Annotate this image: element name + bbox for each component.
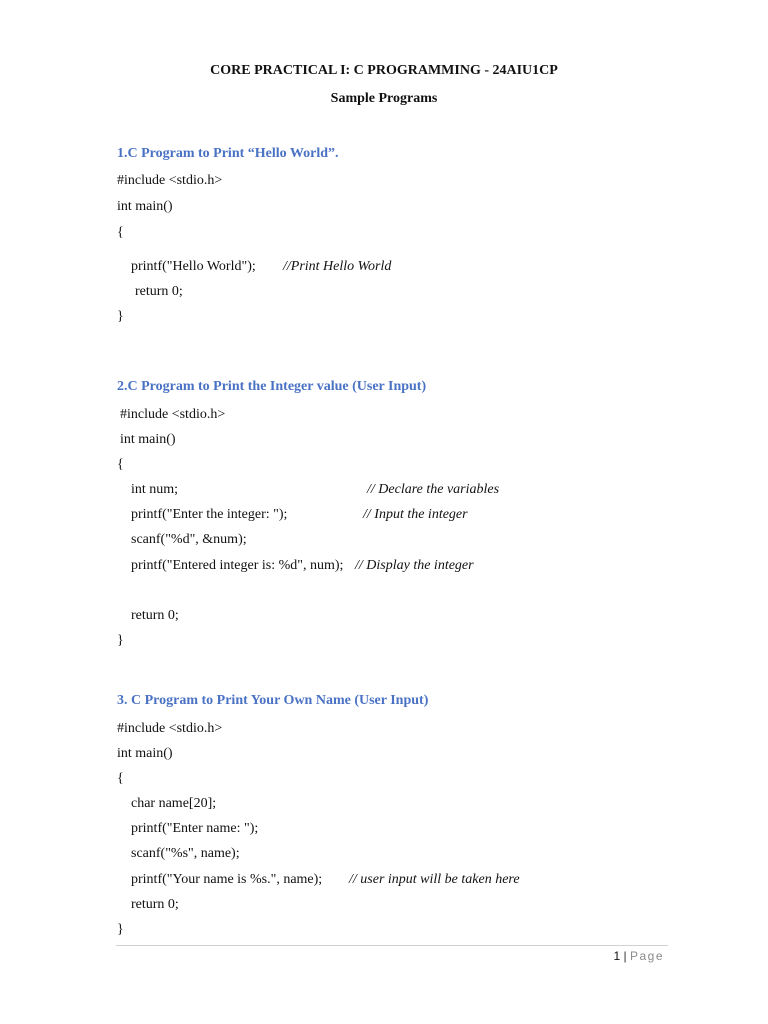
code-line: int main() [117,199,173,214]
code-line: return 0; [131,608,179,623]
code-line: scanf("%d", &num); [131,532,247,547]
code-line: char name[20]; [131,796,217,811]
code-line: scanf("%s", name); [131,846,240,861]
document-subtitle: Sample Programs [330,91,438,106]
code-line: { [117,771,124,786]
page-footer [613,949,664,963]
code-line: printf("Entered integer is: %d", num); [131,558,344,573]
code-line: printf("Your name is %s.", name); [131,872,323,887]
code-comment: // user input will be taken here [349,872,520,887]
code-line: } [117,633,124,648]
code-line: { [117,225,124,240]
code-line: } [117,309,124,324]
program-3-heading: 3. C Program to Print Your Own Name (User Input) [117,693,429,708]
code-line: } [117,922,124,937]
code-line: #include <stdio.h> [117,721,223,736]
code-line: #include <stdio.h> [117,173,223,188]
code-line: #include <stdio.h> [120,407,226,422]
code-comment: // Input the integer [363,507,468,522]
code-line: int main() [120,432,176,447]
code-line: printf("Enter name: "); [131,821,259,836]
code-line: int num; [131,482,179,497]
footer-divider [116,945,668,946]
page-label: Page [629,949,664,963]
document-title: CORE PRACTICAL I: C PROGRAMMING - 24AIU1CP [210,63,558,78]
code-comment: // Display the integer [355,558,474,573]
page-number: 1 [613,949,621,963]
code-line: return 0; [135,284,183,299]
code-line: return 0; [131,897,179,912]
code-comment: // Declare the variables [367,482,500,497]
program-1-heading: 1.C Program to Print “Hello World”. [117,146,339,161]
footer-separator: | [623,949,627,963]
program-2-heading: 2.C Program to Print the Integer value (User Input) [117,379,427,394]
code-line: printf("Hello World"); [131,259,256,274]
code-line: { [117,457,124,472]
code-comment: //Print Hello World [283,259,392,274]
code-line: int main() [117,746,173,761]
code-line: printf("Enter the integer: "); [131,507,288,522]
